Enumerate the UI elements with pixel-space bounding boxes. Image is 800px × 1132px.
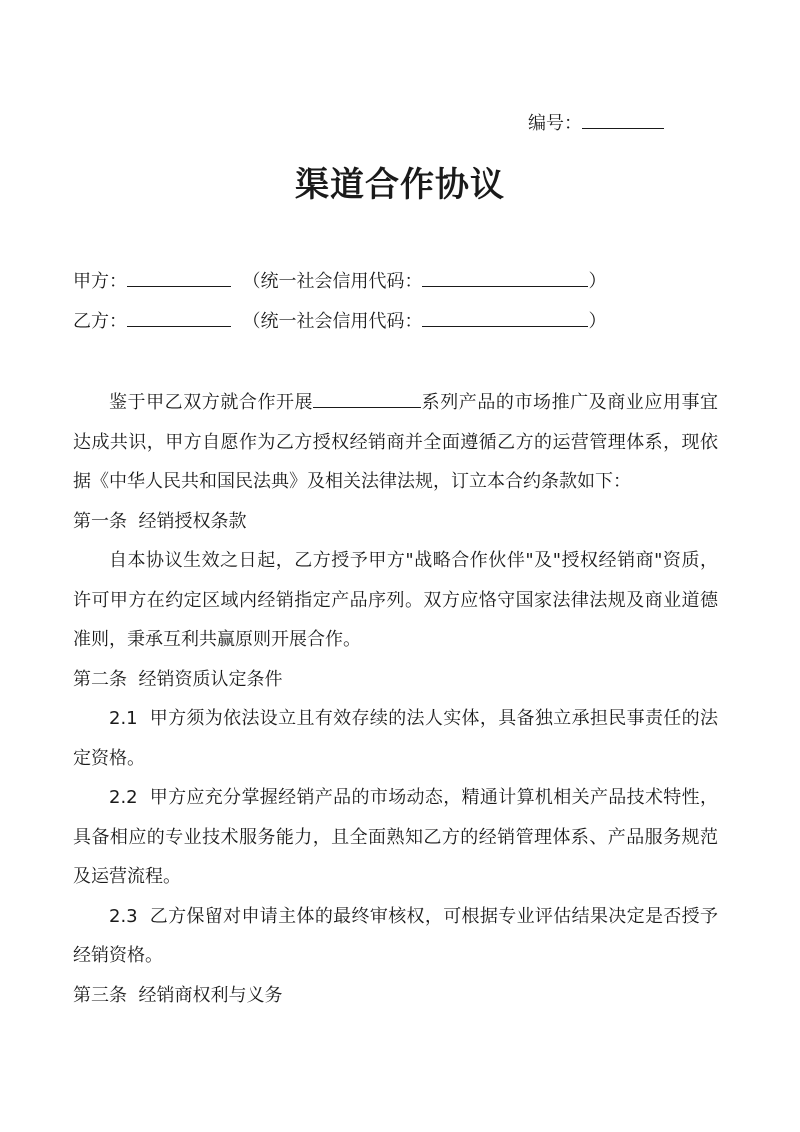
party-b-line <box>73 308 606 335</box>
clause-2-2: 2.2 甲方应充分掌握经销产品的市场动态，精通计算机相关产品技术特性，具备相应的专业技术服务能力，且全面熟知乙方的经销管理体系、产品服务规范及运营流程。 <box>73 787 718 887</box>
party-a-close-paren: ） <box>588 271 607 292</box>
article-2-heading: 第二条 经销资质认定条件 <box>73 668 283 690</box>
clause-2-3: 2.3 乙方保留对申请主体的最终审核权，可根据专业评估结果决定是否授予经销资格。 <box>73 905 718 966</box>
product-series-blank <box>313 389 421 408</box>
party-b-name-blank <box>127 308 231 327</box>
party-b-label: 乙方： <box>73 311 127 332</box>
document-number <box>528 110 664 137</box>
document-number-blank <box>582 110 664 129</box>
article-3-heading: 第三条 经销商权利与义务 <box>73 984 283 1006</box>
preamble-paragraph <box>73 383 718 502</box>
clause-2-1: 2.1 甲方须为依法设立且有效存续的法人实体，具备独立承担民事责任的法定资格。 <box>73 708 718 769</box>
page-title: 渠道合作协议 <box>295 165 505 205</box>
preamble-text-end: 系列产品的市场推广及商业应用事宜达成共识，甲方自愿作为乙方授权经销商并全面遵循乙方的运营管理体系，现依据《中华人民共和国民法典》及相关法律法规，订立本合约条款如下： <box>73 392 719 492</box>
party-a-credit-code-label: （统一社会信用代码： <box>242 271 423 292</box>
party-b-credit-code-blank <box>422 308 588 327</box>
party-a-credit-code-blank <box>422 268 588 287</box>
party-a-line <box>73 268 606 295</box>
article-1-paragraph: 自本协议生效之日起，乙方授予甲方"战略合作伙伴"及"授权经销商"资质，许可甲方在约定区域内经销指定产品序列。双方应恪守国家法律法规及商业道德准则，秉承互利共赢原则开展合作。 <box>73 550 718 650</box>
party-a-label: 甲方： <box>73 271 127 292</box>
party-b-close-paren: ） <box>588 311 607 332</box>
party-b-credit-code-label: （统一社会信用代码： <box>242 311 423 332</box>
article-1-heading: 第一条 经销授权条款 <box>73 510 247 532</box>
party-a-name-blank <box>127 268 231 287</box>
document-number-label: 编号： <box>528 113 582 134</box>
document-body <box>73 383 718 1015</box>
preamble-text-start: 鉴于甲乙双方就合作开展 <box>109 392 314 413</box>
